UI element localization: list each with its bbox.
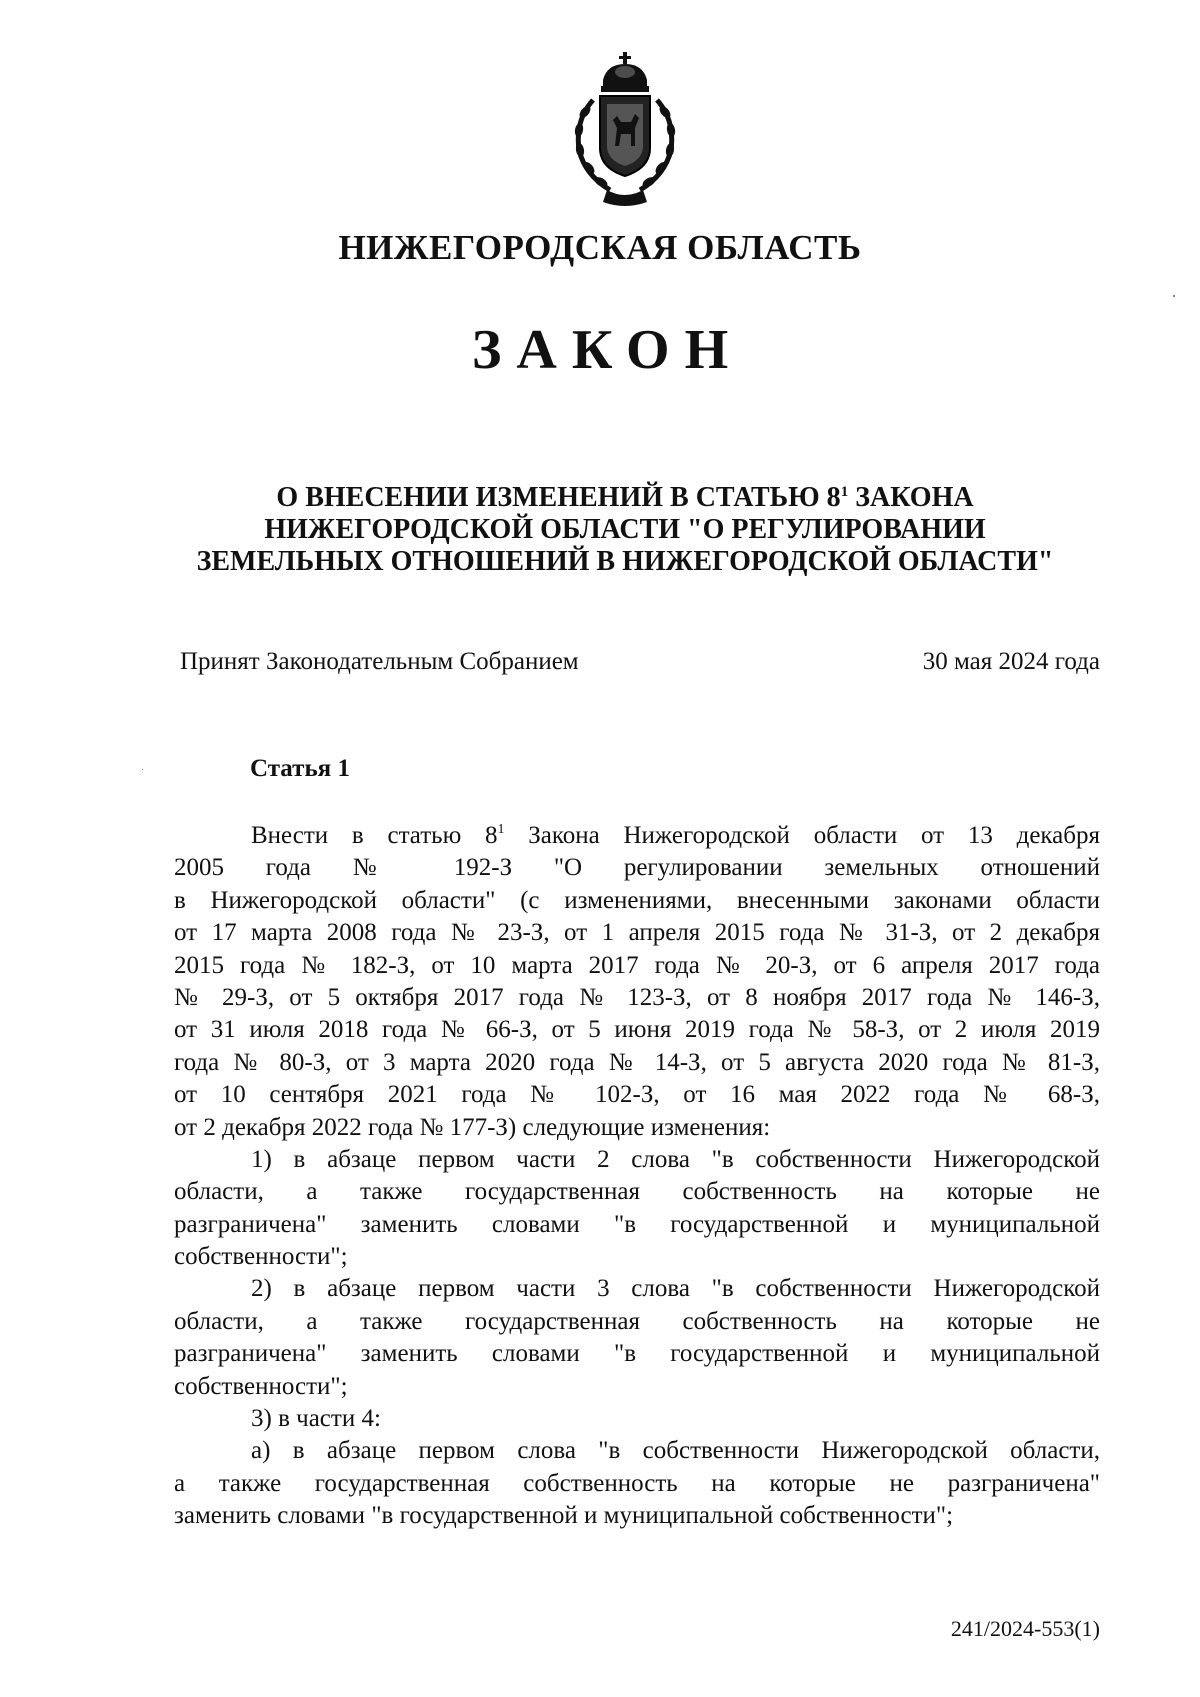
region-title: НИЖЕГОРОДСКАЯ ОБЛАСТЬ: [338, 228, 862, 267]
paragraph-line: от 17 марта 2008 года № 23-З, от 1 апреля 2015 года № 31-З, от 2 декабря: [174, 919, 1100, 947]
item-1-line: области, а также государственная собственность на которые не: [174, 1178, 1100, 1206]
item-3a-line: а также государственная собственность на которые не разграничена": [174, 1469, 1100, 1497]
item-3a-line: а) в абзаце первом слова "в собственности Нижегородской области,: [251, 1437, 1100, 1465]
article-body: [174, 820, 1100, 1533]
item-2-line: разграничена" заменить словами "в государственной и муниципальной: [174, 1340, 1100, 1368]
nizhny-novgorod-coat-of-arms-icon: [555, 50, 695, 210]
document-number: 241/2024-553(1): [950, 1616, 1100, 1641]
law-title-line-2: НИЖЕГОРОДСКОЙ ОБЛАСТИ "О РЕГУЛИРОВАНИИ: [264, 514, 986, 545]
adoption-label: Принят Законодательным Собранием: [180, 648, 579, 675]
law-title-line-1: О ВНЕСЕНИИ ИЗМЕНЕНИЙ В СТАТЬЮ $8^1$ ЗАКОНА: [276, 482, 974, 513]
item-2-line: собственности";: [174, 1372, 348, 1400]
item-2-line: 2) в абзаце первом части 3 слова "в собственности Нижегородской: [251, 1275, 1100, 1303]
item-3-heading: 3) в части 4:: [251, 1405, 381, 1433]
paragraph-line: 2005 года № 192-З "О регулировании земельных отношений: [174, 854, 1100, 882]
item-2-line: области, а также государственная собственность на которые не: [174, 1307, 1100, 1335]
paragraph-line: от 31 июля 2018 года № 66-З, от 5 июня 2019 года № 58-З, от 2 июля 2019: [174, 1016, 1100, 1044]
paragraph-line: в Нижегородской области" (с изменениями, внесенными законами области: [174, 886, 1100, 914]
law-title-line-3: ЗЕМЕЛЬНЫХ ОТНОШЕНИЙ В НИЖЕГОРОДСКОЙ ОБЛАСТИ": [196, 546, 1054, 577]
paragraph-line: от 2 декабря 2022 года № 177-З) следующие изменения:: [174, 1113, 771, 1141]
scan-speck: [1173, 295, 1175, 297]
item-1-line: собственности";: [174, 1243, 348, 1271]
paragraph-line: от 10 сентября 2021 года № 102-З, от 16 мая 2022 года № 68-З,: [174, 1081, 1100, 1109]
item-1-line: разграничена" заменить словами "в государственной и муниципальной: [174, 1210, 1100, 1238]
item-1-line: 1) в абзаце первом части 2 слова "в собственности Нижегородской: [251, 1145, 1100, 1173]
paragraph-line: года № 80-З, от 3 марта 2020 года № 14-З, от 5 августа 2020 года № 81-З,: [174, 1048, 1100, 1076]
law-title: [160, 482, 1090, 578]
article-heading: Статья 1: [250, 755, 350, 782]
paragraph-line: Внести в статью $8^1$ Закона Нижегородской области от 13 декабря: [251, 822, 1100, 849]
paragraph-line: № 29-З, от 5 октября 2017 года № 123-З, от 8 ноября 2017 года № 146-З,: [174, 983, 1100, 1011]
scan-speck: [142, 769, 143, 770]
paragraph-line: 2015 года № 182-З, от 10 марта 2017 года № 20-З, от 6 апреля 2017 года: [174, 951, 1100, 979]
document-type: ЗАКОН: [471, 319, 744, 381]
adoption-date: 30 мая 2024 года: [922, 648, 1100, 675]
item-3a-line: заменить словами "в государственной и муниципальной собственности";: [174, 1502, 954, 1530]
